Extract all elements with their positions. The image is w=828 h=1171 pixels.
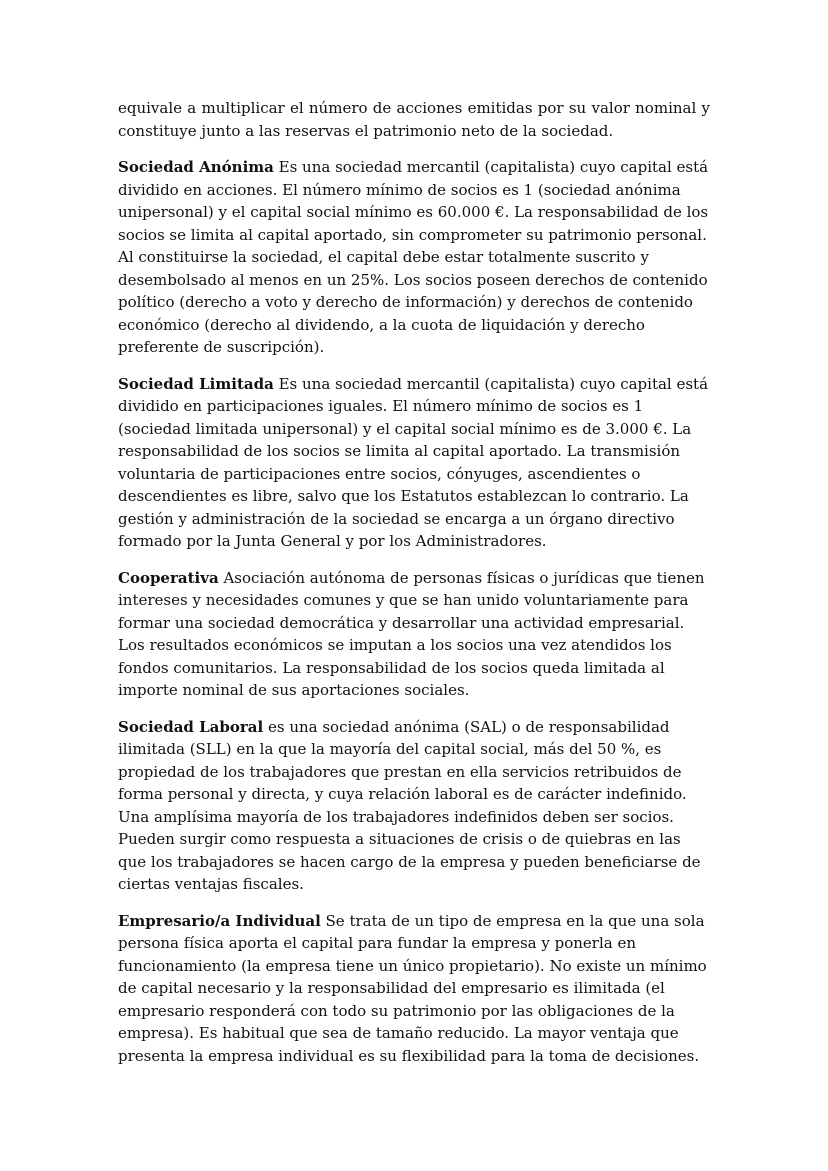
document-page [118, 97, 710, 1081]
paragraph-sociedad-anonima [118, 156, 710, 359]
paragraph-capital-social [118, 97, 710, 142]
paragraph-cooperativa [118, 567, 710, 702]
paragraph-empresario-individual [118, 910, 710, 1068]
term-sociedad-laboral: Sociedad Laboral [118, 717, 264, 736]
paragraph-text: Asociación autónoma de personas físicas o jurídicas que tienen intereses y necesidades comunes y que se han unido voluntariamente para formar una sociedad democrática y desarrollar una actividad empresarial. Los resultados económicos se imputan a los socios una vez atendidos los fondos comunitarios. La responsabilidad de los socios queda limitada al importe nominal de sus aportaciones sociales. [118, 568, 705, 699]
term-sociedad-anonima: Sociedad Anónima [118, 158, 274, 176]
term-cooperativa: Cooperativa [118, 568, 219, 587]
paragraph-sociedad-limitada [118, 373, 710, 553]
term-empresario-individual: Empresario/a Individual [118, 911, 321, 930]
paragraph-text: equivale a multiplicar el número de acciones emitidas por su valor nominal y constituye junto a las reservas el patrimonio neto de la sociedad. [118, 99, 710, 140]
paragraph-text: Es una sociedad mercantil (capitalista) cuyo capital está dividido en participaciones iguales. El número mínimo de socios es 1 (sociedad limitada unipersonal) y el capital social mínimo es de 3.000 €. La responsabilidad de los socios se limita al capital aportado. La transmisión voluntaria de participaciones entre socios, cónyuges, ascendientes o descendientes es libre, salvo que los Estatutos establezcan lo contrario. La gestión y administración de la sociedad se encarga a un órgano directivo formado por la Junta General y por los Administradores. [118, 374, 709, 550]
paragraph-sociedad-laboral [118, 716, 710, 896]
paragraph-text: Es una sociedad mercantil (capitalista) cuyo capital está dividido en acciones. El número mínimo de socios es 1 (sociedad anónima unipersonal) y el capital social mínimo es 60.000 €. La responsabilidad de los socios se limita al capital aportado, sin comprometer su patrimonio personal. Al constituirse la sociedad, el capital debe estar totalmente suscrito y desembolsado al menos en un 25%. Los socios poseen derechos de contenido político (derecho a voto y derecho de información) y derechos de contenido económico (derecho al dividendo, a la cuota de liquidación y derecho preferente de suscripción). [118, 158, 709, 356]
paragraph-text: es una sociedad anónima (SAL) o de responsabilidad ilimitada (SLL) en la que la mayoría del capital social, más del 50 %, es propiedad de los trabajadores que prestan en ella servicios retribuidos de forma personal y directa, y cuya relación laboral es de carácter indefinido. Una amplísima mayoría de los trabajadores indefinidos deben ser socios. Pueden surgir como respuesta a situaciones de crisis o de quiebras en las que los trabajadores se hacen cargo de la empresa y pueden beneficiarse de ciertas ventajas fiscales. [118, 717, 701, 893]
paragraph-text: Se trata de un tipo de empresa en la que una sola persona física aporta el capital para fundar la empresa y ponerla en funcionamiento (la empresa tiene un único propietario). No existe un mínimo de capital necesario y la responsabilidad del empresario es ilimitada (el empresario responderá con todo su patrimonio por las obligaciones de la empresa). Es habitual que sea de tamaño reducido. La mayor ventaja que presenta la empresa individual es su flexibilidad para la toma de decisiones. [118, 911, 707, 1065]
term-sociedad-limitada: Sociedad Limitada [118, 374, 274, 393]
